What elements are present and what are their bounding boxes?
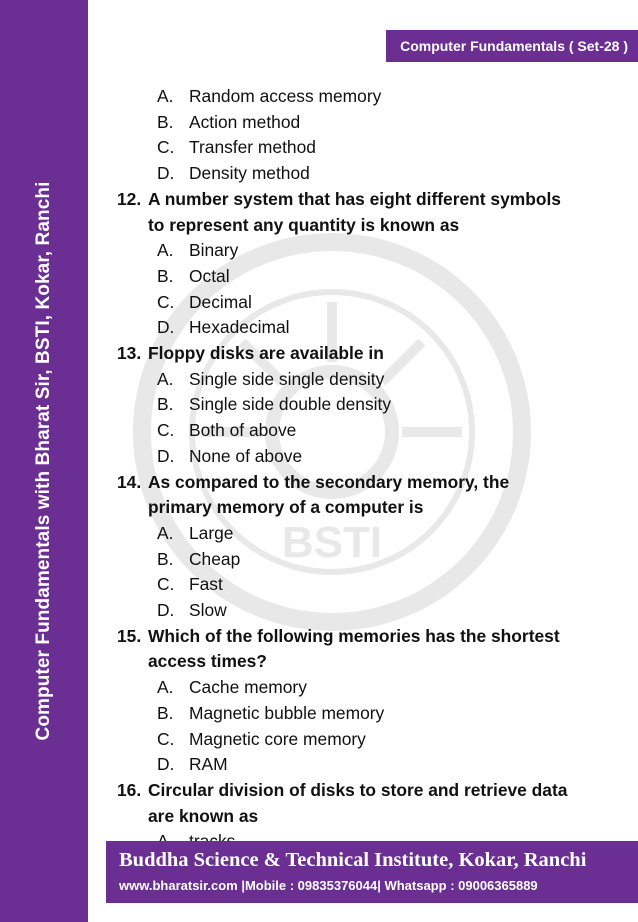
option-row	[117, 290, 622, 316]
option-text: Hexadecimal	[189, 317, 290, 338]
option-text: Cheap	[189, 548, 241, 569]
option-row	[117, 238, 622, 264]
option-text: Cache memory	[189, 677, 307, 698]
option-row	[117, 264, 622, 290]
question-text-continued: to represent any quantity is known as	[148, 214, 460, 235]
option-text: Decimal	[189, 291, 252, 312]
option-letter: B.	[157, 111, 174, 132]
option-letter: A.	[157, 522, 174, 543]
option-text: Transfer method	[189, 137, 316, 158]
option-row	[117, 315, 622, 341]
option-letter: B.	[157, 265, 174, 286]
question-number: 14.	[117, 471, 142, 492]
option-letter: B.	[157, 548, 174, 569]
set-title-badge: Computer Fundamentals ( Set-28 )	[386, 30, 638, 62]
question-number: 13.	[117, 343, 142, 364]
option-letter: D.	[157, 317, 175, 338]
question-text: A number system that has eight different symbols	[148, 188, 561, 209]
option-row	[117, 161, 622, 187]
option-row	[117, 444, 622, 470]
question-stem	[117, 187, 622, 213]
option-row	[117, 84, 622, 110]
option-letter: A.	[157, 368, 174, 389]
question-number: 16.	[117, 779, 142, 800]
question-text: Floppy disks are available in	[148, 343, 384, 364]
option-letter: A.	[157, 677, 174, 698]
option-text: RAM	[189, 754, 228, 775]
option-text: Both of above	[189, 420, 297, 441]
question-stem	[117, 470, 622, 496]
option-text: Large	[189, 522, 234, 543]
option-row	[117, 547, 622, 573]
option-letter: D.	[157, 163, 175, 184]
question-list	[117, 84, 622, 855]
question-text-continued: access times?	[148, 651, 267, 672]
option-row	[117, 675, 622, 701]
option-text: Octal	[189, 265, 230, 286]
option-row	[117, 521, 622, 547]
option-letter: D.	[157, 754, 175, 775]
option-letter: D.	[157, 600, 175, 621]
option-row	[117, 135, 622, 161]
option-letter: D.	[157, 445, 175, 466]
option-row	[117, 727, 622, 753]
left-sidebar-band	[0, 0, 88, 922]
question-text-continued: primary memory of a computer is	[148, 497, 424, 518]
watermark-text: BSTI	[281, 518, 383, 567]
option-text: Single side double density	[189, 394, 392, 415]
question-text: Circular division of disks to store and retrieve data	[148, 779, 568, 800]
option-row	[117, 598, 622, 624]
option-text: Magnetic bubble memory	[189, 702, 385, 723]
option-row	[117, 367, 622, 393]
option-letter: C.	[157, 137, 175, 158]
option-letter: C.	[157, 574, 175, 595]
question-stem	[117, 341, 622, 367]
footer-band	[106, 841, 638, 903]
contact-line: www.bharatsir.com |Mobile : 09835376044| Whatsapp : 09006365889	[119, 878, 538, 893]
option-letter: C.	[157, 728, 175, 749]
question-text-continued: are known as	[148, 805, 259, 826]
option-row	[117, 752, 622, 778]
option-letter: A.	[157, 240, 174, 261]
option-row	[117, 392, 622, 418]
option-row	[117, 418, 622, 444]
question-text: Which of the following memories has the shortest	[148, 625, 560, 646]
option-letter: C.	[157, 420, 175, 441]
option-text: Slow	[189, 600, 227, 621]
institute-name: Buddha Science & Technical Institute, Kokar, Ranchi	[119, 849, 587, 871]
option-row	[117, 701, 622, 727]
sidebar-vertical-title: Computer Fundamentals with Bharat Sir, BSTI, Kokar, Ranchi	[33, 181, 54, 741]
question-number: 15.	[117, 625, 142, 646]
question-stem	[117, 624, 622, 650]
option-text: Single side single density	[189, 368, 385, 389]
option-text: Binary	[189, 240, 239, 261]
option-text: Random access memory	[189, 86, 382, 106]
option-letter: C.	[157, 291, 175, 312]
option-text: Action method	[189, 111, 301, 132]
option-row	[117, 110, 622, 136]
option-text: None of above	[189, 445, 303, 466]
option-text: Fast	[189, 574, 223, 595]
question-stem	[117, 778, 622, 804]
option-letter: B.	[157, 702, 174, 723]
question-number: 12.	[117, 188, 142, 209]
option-row	[117, 572, 622, 598]
option-letter: A.	[157, 86, 174, 106]
question-text: As compared to the secondary memory, the	[148, 471, 510, 492]
option-text: Density method	[189, 163, 310, 184]
option-text: Magnetic core memory	[189, 728, 366, 749]
option-letter: B.	[157, 394, 174, 415]
